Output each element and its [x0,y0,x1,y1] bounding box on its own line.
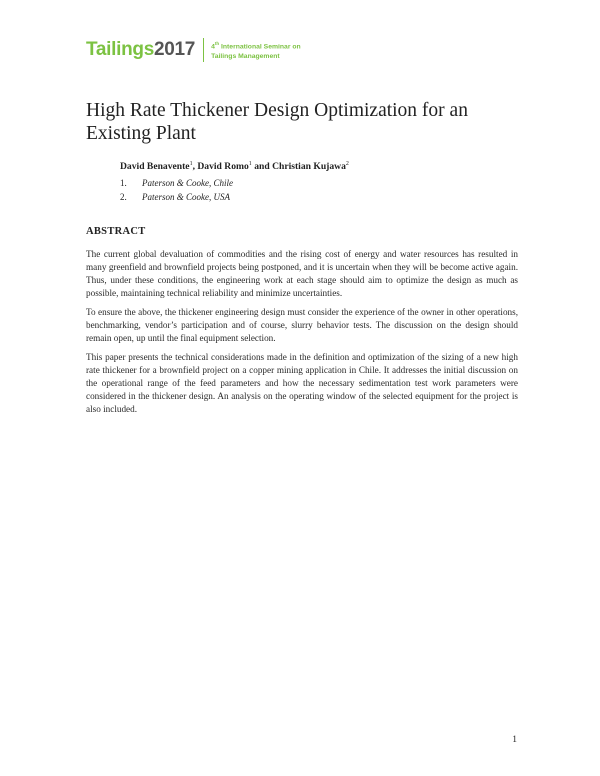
tailings-logo [86,38,301,62]
author-separator: , [192,161,198,173]
author-separator: and [251,161,273,173]
logo-wordmark [86,39,195,61]
author-name: Christian Kujawa [272,161,346,173]
logo-year: 2017 [153,39,196,60]
page-number: 1 [512,735,517,745]
paper-title: High Rate Thickener Design Optimization for an Existing Plant [86,100,468,144]
logo-subtitle-ordinal: 4 [211,43,215,51]
author-affiliation-mark: 1 [189,161,193,167]
abstract-heading: ABSTRACT [86,226,146,237]
affiliation-text: Paterson & Cooke, USA [142,192,230,202]
logo-word: Tailings [86,39,154,60]
author-list [120,161,349,172]
logo-subtitle [211,39,301,60]
author-name: David Romo [197,161,249,173]
affiliation-number: 1. [120,178,127,188]
author-affiliation-mark: 2 [345,161,349,167]
affiliation-item [120,190,233,204]
logo-subtitle-line2: Tailings Management [211,52,280,60]
author-name: David Benavente [120,161,190,173]
affiliation-item [120,176,233,190]
logo-subtitle-line1: International Seminar on [219,43,301,51]
affiliation-text: Paterson & Cooke, Chile [142,178,233,188]
author-affiliation-mark: 1 [248,161,252,167]
affiliation-list [120,176,233,204]
abstract-paragraph: To ensure the above, the thickener engineering design must consider the experience of the owner in other operations, benchmarking, vendor’s participation and of course, slurry behavior tests. The discussion on the design should remain open, up until the final equipment selection. [86,307,518,343]
logo-subtitle-ordinal-suffix: th [214,41,220,47]
abstract-paragraph: This paper presents the technical considerations made in the definition and optimization of the sizing of a new high rate thickener for a brownfield project on a copper mining application in Chile. It addresses the initial discussion on the operational range of the feed parameters and how the necessary sedimentation test work parameters were considered in the thickener design. An analysis on the operating window of the selected equipment for the project is also included. [86,352,518,414]
logo-divider [203,38,204,62]
affiliation-number: 2. [120,192,127,202]
abstract-body [86,248,518,422]
abstract-paragraph: The current global devaluation of commodities and the rising cost of energy and water resources has resulted in many greenfield and brownfield projects being postponed, and it is uncertain when they will be become active again. Thus, under these conditions, the engineering work at each stage should aim to optimize the design as much as possible, maintaining technical reliability and minimize uncertainties. [86,249,518,298]
